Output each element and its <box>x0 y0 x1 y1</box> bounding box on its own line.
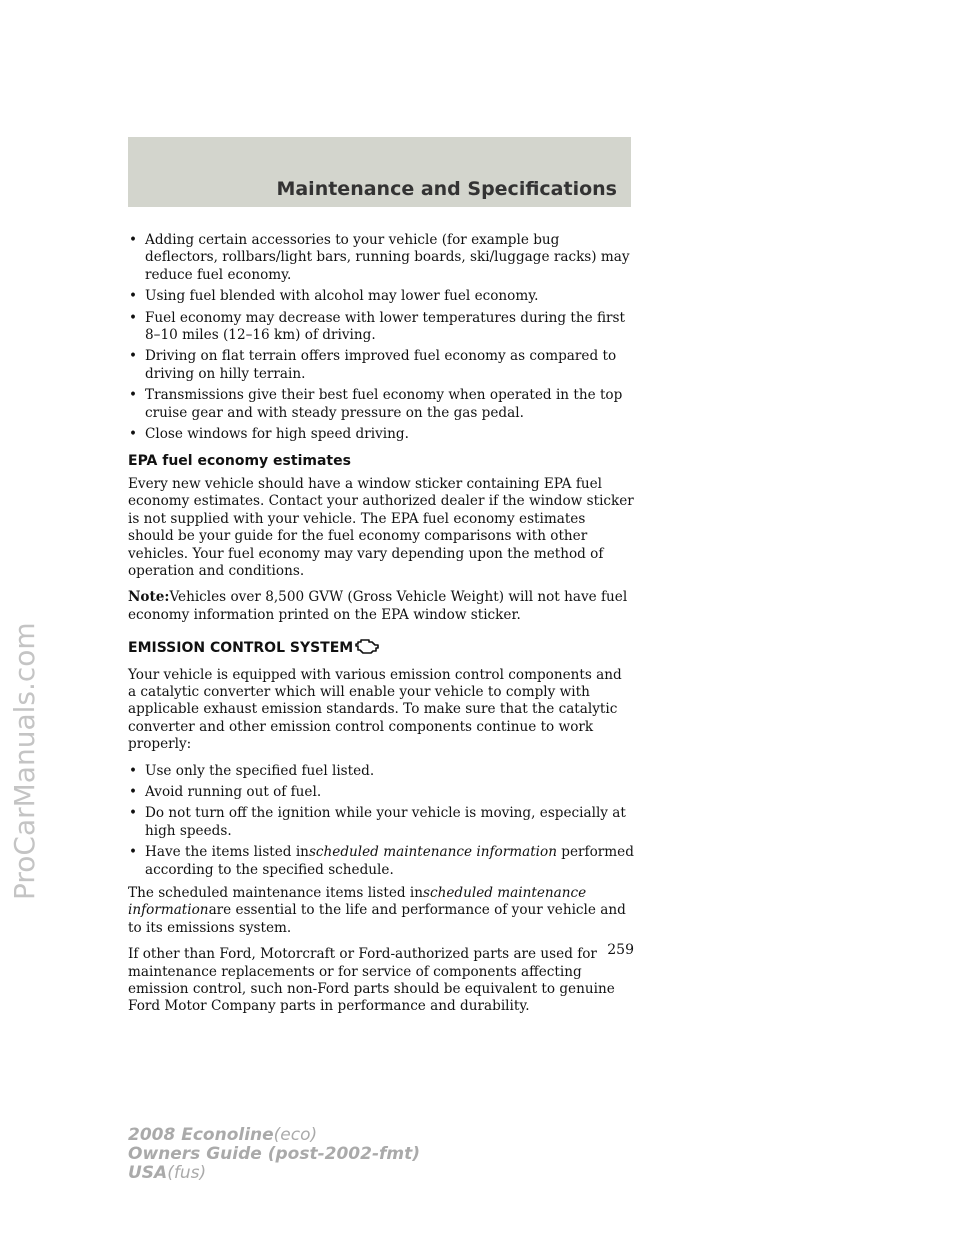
emission-heading: EMISSION CONTROL SYSTEM <box>128 636 634 661</box>
list-item: • Transmissions give their best fuel economy when operated in the top cruise gear and with steady pressure on the gas pedal. <box>129 387 623 421</box>
page-section-title: Maintenance and Specifications <box>276 178 617 200</box>
list-item: • Fuel economy may decrease with lower temperatures during the first 8–10 miles (12–16 km) of driving. <box>129 309 625 344</box>
emission-paragraph-3: If other than Ford, Motorcraft or Ford-authorized parts are used for maintenance replacements or for service of components affecting emission control, such non-Ford parts should be equivalent to genuine Ford Motor Company parts in performance and durability. <box>128 946 615 1015</box>
list-item: • Have the items listed inscheduled maintenance information performed according to the specified schedule. <box>129 844 634 878</box>
epa-note <box>128 589 634 624</box>
list-item: • Use only the specified fuel listed. <box>129 762 375 779</box>
page-number: 259 <box>607 942 634 958</box>
note-text: Vehicles over 8,500 GVW (Gross Vehicle Weight) will not have fuel economy information printed on the EPA window sticker. <box>128 589 628 623</box>
epa-heading: EPA fuel economy estimates <box>128 453 351 470</box>
footer-line-2: Owners Guide (post-2002-fmt) <box>128 1144 421 1164</box>
list-item: • Avoid running out of fuel. <box>129 783 322 800</box>
emission-intro: Your vehicle is equipped with various emission control components and a catalytic converter which will enable your vehicle to comply with applicable exhaust emission standards. To make sure that the catalytic converter and other emission control components continue to work properly: <box>128 666 622 753</box>
footer-line-3: USA(fus) <box>128 1163 207 1183</box>
note-label: Note: <box>128 589 170 606</box>
engine-icon <box>355 636 381 661</box>
epa-paragraph: Every new vehicle should have a window sticker containing EPA fuel economy estimates. Contact your authorized dealer if the window sticker is not supplied with your vehicle. The EPA fuel economy estimates should be your guide for the fuel economy comparisons with other vehicles. Your fuel economy may vary depending upon the method of operation and conditions. <box>128 475 634 579</box>
footer-line-1: 2008 Econoline(eco) <box>128 1125 318 1145</box>
list-item: • Close windows for high speed driving. <box>129 426 409 443</box>
emission-paragraph-2: The scheduled maintenance items listed inscheduled maintenance informationare essential to the life and performance of your vehicle and to its emissions system. <box>128 885 626 936</box>
emission-tips-list <box>128 763 634 879</box>
list-item: • Using fuel blended with alcohol may lower fuel economy. <box>129 288 539 305</box>
fuel-economy-tips-list <box>128 232 634 443</box>
list-item: • Adding certain accessories to your vehicle (for example bug deflectors, rollbars/light bars, running boards, ski/luggage racks) may reduce fuel economy. <box>129 232 630 283</box>
page-content <box>128 232 634 1025</box>
list-item: • Do not turn off the ignition while your vehicle is moving, especially at high speeds. <box>129 805 626 839</box>
watermark: ProCarManuals.com <box>8 622 41 900</box>
list-item: • Driving on flat terrain offers improved fuel economy as compared to driving on hilly terrain. <box>129 348 617 382</box>
footer <box>128 1126 420 1183</box>
